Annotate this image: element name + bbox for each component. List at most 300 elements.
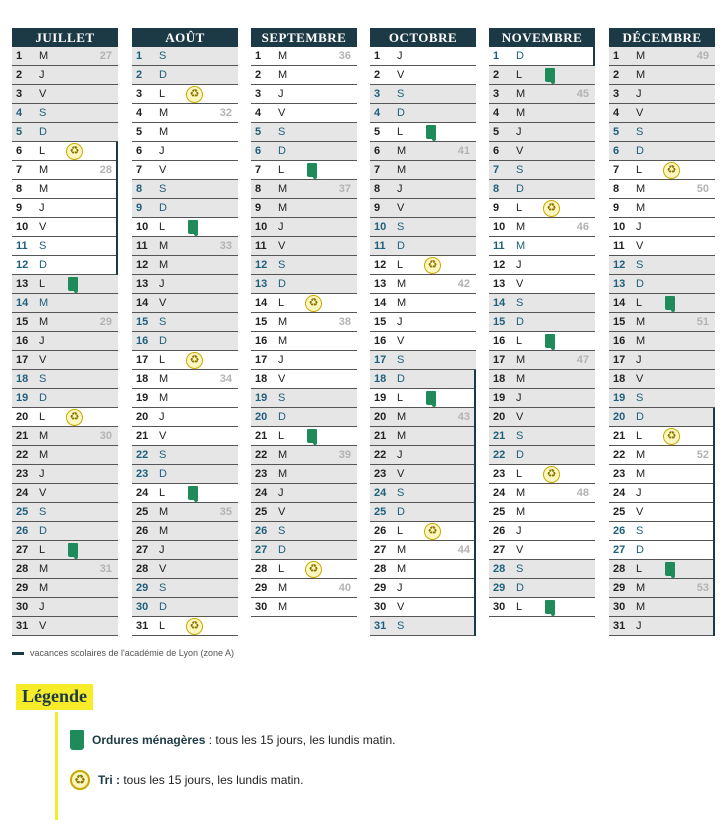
day-letter: L <box>397 259 404 271</box>
day-number: 4 <box>493 107 500 119</box>
day-letter: M <box>39 582 49 594</box>
day-number: 21 <box>613 430 626 442</box>
day-letter: M <box>636 50 646 62</box>
day-number: 13 <box>255 278 268 290</box>
vacation-marker <box>713 446 715 465</box>
legend-title: Légende <box>16 684 93 710</box>
day-number: 7 <box>136 164 143 176</box>
day-letter: D <box>636 145 644 157</box>
day-row <box>370 218 476 237</box>
day-letter: S <box>516 430 524 442</box>
day-row <box>132 180 238 199</box>
day-row <box>251 237 357 256</box>
day-number: 28 <box>136 563 149 575</box>
day-row <box>370 484 476 503</box>
day-number: 28 <box>255 563 268 575</box>
day-number: 26 <box>374 525 387 537</box>
day-row <box>609 522 715 541</box>
day-row <box>132 560 238 579</box>
day-row <box>12 199 118 218</box>
day-row <box>251 218 357 237</box>
green-bin-icon <box>70 730 84 750</box>
day-row <box>370 142 476 161</box>
day-letter: M <box>278 202 288 214</box>
day-letter: J <box>516 259 522 271</box>
day-letter: J <box>397 449 403 461</box>
day-number: 19 <box>255 392 268 404</box>
day-number: 15 <box>374 316 387 328</box>
day-number: 7 <box>374 164 381 176</box>
day-letter: V <box>39 88 47 100</box>
day-number: 23 <box>136 468 149 480</box>
day-row <box>489 275 595 294</box>
day-letter: S <box>159 449 167 461</box>
day-letter: J <box>516 126 522 138</box>
day-number: 12 <box>136 259 149 271</box>
week-number: 36 <box>338 50 351 62</box>
day-number: 30 <box>136 601 149 613</box>
day-letter: V <box>636 107 644 119</box>
day-row <box>132 85 238 104</box>
week-number: 51 <box>696 316 709 328</box>
day-letter: S <box>278 259 286 271</box>
day-number: 21 <box>136 430 149 442</box>
day-number: 9 <box>255 202 262 214</box>
day-row <box>609 389 715 408</box>
day-row <box>370 370 476 389</box>
day-number: 10 <box>374 221 387 233</box>
recycling-tri-icon: ♻ <box>543 200 560 217</box>
day-letter: M <box>516 88 526 100</box>
month-column-0 <box>12 28 118 636</box>
day-row <box>609 332 715 351</box>
week-number: 45 <box>576 88 589 100</box>
day-row <box>489 199 595 218</box>
day-row <box>132 142 238 161</box>
day-letter: J <box>159 278 165 290</box>
day-row <box>609 161 715 180</box>
day-row <box>132 161 238 180</box>
day-row <box>370 161 476 180</box>
day-row <box>489 484 595 503</box>
day-row <box>251 256 357 275</box>
day-number: 17 <box>493 354 506 366</box>
day-number: 5 <box>374 126 381 138</box>
day-row <box>370 446 476 465</box>
day-letter: V <box>516 411 524 423</box>
week-number: 31 <box>99 563 112 575</box>
day-row <box>370 389 476 408</box>
day-number: 3 <box>136 88 143 100</box>
day-row <box>609 66 715 85</box>
day-number: 26 <box>136 525 149 537</box>
day-letter: M <box>516 354 526 366</box>
day-number: 27 <box>255 544 268 556</box>
day-number: 17 <box>255 354 268 366</box>
day-number: 18 <box>374 373 387 385</box>
day-number: 2 <box>136 69 143 81</box>
day-letter: M <box>39 50 49 62</box>
vacation-marker <box>713 541 715 560</box>
day-letter: L <box>278 430 285 442</box>
calendar-grid <box>12 28 720 640</box>
day-number: 11 <box>255 240 267 252</box>
vacation-marker <box>116 180 118 199</box>
day-row <box>132 522 238 541</box>
day-number: 15 <box>16 316 29 328</box>
day-number: 17 <box>613 354 626 366</box>
day-number: 27 <box>613 544 626 556</box>
day-row <box>489 446 595 465</box>
day-row <box>12 313 118 332</box>
day-number: 13 <box>374 278 387 290</box>
day-row <box>12 522 118 541</box>
day-letter: M <box>39 316 49 328</box>
day-letter: J <box>278 354 284 366</box>
vacation-marker <box>713 579 715 598</box>
day-row <box>609 617 715 636</box>
day-letter: M <box>159 392 169 404</box>
week-number: 44 <box>457 544 470 556</box>
day-number: 13 <box>16 278 29 290</box>
day-letter: M <box>159 525 169 537</box>
day-row <box>489 503 595 522</box>
day-row <box>132 218 238 237</box>
day-number: 25 <box>136 506 149 518</box>
day-letter: S <box>636 259 644 271</box>
vacation-marker <box>474 389 476 408</box>
vacation-marker <box>116 218 118 237</box>
day-number: 26 <box>493 525 506 537</box>
legend-item-tri <box>70 770 303 790</box>
day-row <box>370 180 476 199</box>
vacation-marker <box>713 465 715 484</box>
day-row <box>12 503 118 522</box>
month-header: OCTOBRE <box>370 28 476 47</box>
day-row <box>12 351 118 370</box>
day-letter: V <box>397 601 405 613</box>
day-number: 21 <box>255 430 268 442</box>
green-bin-icon <box>665 296 675 310</box>
day-number: 8 <box>613 183 620 195</box>
day-number: 9 <box>136 202 143 214</box>
day-row <box>12 579 118 598</box>
day-row <box>609 484 715 503</box>
day-letter: J <box>636 487 642 499</box>
day-row <box>251 522 357 541</box>
day-number: 6 <box>613 145 620 157</box>
recycling-tri-icon: ♻ <box>424 257 441 274</box>
day-letter: D <box>278 278 286 290</box>
day-row <box>609 199 715 218</box>
recycling-tri-icon: ♻ <box>305 295 322 312</box>
day-letter: V <box>39 354 47 366</box>
day-letter: L <box>159 620 166 632</box>
day-letter: V <box>159 563 167 575</box>
vacation-marker <box>713 408 715 427</box>
day-number: 22 <box>613 449 626 461</box>
day-number: 5 <box>255 126 262 138</box>
green-bin-icon <box>545 334 555 348</box>
footnote-text: vacances scolaires de l'académie de Lyon (zone A) <box>30 648 234 658</box>
day-number: 3 <box>613 88 620 100</box>
day-row <box>251 275 357 294</box>
day-letter: D <box>397 107 405 119</box>
day-row <box>609 465 715 484</box>
day-row <box>609 560 715 579</box>
day-number: 23 <box>16 468 29 480</box>
day-number: 12 <box>255 259 268 271</box>
month-header: SEPTEMBRE <box>251 28 357 47</box>
day-number: 18 <box>613 373 626 385</box>
day-row <box>12 161 118 180</box>
day-number: 27 <box>374 544 387 556</box>
day-letter: V <box>278 107 286 119</box>
day-row <box>609 294 715 313</box>
day-letter: L <box>636 430 643 442</box>
day-letter: D <box>636 411 644 423</box>
day-number: 1 <box>493 50 500 62</box>
day-row <box>251 180 357 199</box>
day-number: 9 <box>493 202 500 214</box>
day-number: 18 <box>493 373 506 385</box>
day-letter: L <box>397 126 404 138</box>
week-number: 48 <box>576 487 589 499</box>
week-number: 38 <box>338 316 351 328</box>
day-letter: M <box>159 506 169 518</box>
day-row <box>609 85 715 104</box>
day-row <box>251 465 357 484</box>
vacation-marker <box>474 484 476 503</box>
vacation-marker <box>474 617 476 636</box>
week-number: 47 <box>576 354 589 366</box>
day-letter: M <box>516 487 526 499</box>
day-letter: M <box>159 126 169 138</box>
day-row <box>609 142 715 161</box>
day-row <box>609 598 715 617</box>
day-row <box>609 218 715 237</box>
vacation-marker <box>474 408 476 427</box>
day-row <box>489 560 595 579</box>
day-number: 24 <box>16 487 29 499</box>
day-row <box>251 408 357 427</box>
week-number: 39 <box>338 449 351 461</box>
day-number: 21 <box>493 430 506 442</box>
day-number: 15 <box>136 316 149 328</box>
day-number: 22 <box>16 449 29 461</box>
day-number: 24 <box>374 487 387 499</box>
day-row <box>370 560 476 579</box>
day-row <box>132 484 238 503</box>
day-row <box>132 389 238 408</box>
day-letter: S <box>397 354 405 366</box>
day-row <box>12 275 118 294</box>
day-row <box>251 389 357 408</box>
week-number: 50 <box>696 183 709 195</box>
day-letter: M <box>159 373 169 385</box>
day-row <box>132 446 238 465</box>
day-letter: J <box>397 183 403 195</box>
day-letter: S <box>278 525 286 537</box>
day-letter: S <box>159 183 167 195</box>
day-row <box>251 503 357 522</box>
day-letter: J <box>397 316 403 328</box>
day-letter: J <box>636 221 642 233</box>
day-letter: M <box>397 563 407 575</box>
day-number: 18 <box>136 373 149 385</box>
week-number: 30 <box>99 430 112 442</box>
day-row <box>132 123 238 142</box>
day-number: 10 <box>16 221 29 233</box>
day-number: 30 <box>255 601 268 613</box>
day-letter: V <box>39 487 47 499</box>
day-row <box>609 313 715 332</box>
day-letter: M <box>278 69 288 81</box>
day-row <box>489 123 595 142</box>
day-row <box>609 351 715 370</box>
day-letter: V <box>159 297 167 309</box>
day-letter: D <box>159 601 167 613</box>
day-row <box>132 408 238 427</box>
day-number: 30 <box>16 601 29 613</box>
day-number: 11 <box>16 240 28 252</box>
legend-bin-label: Ordures ménagères <box>92 733 206 747</box>
day-letter: V <box>159 164 167 176</box>
day-number: 7 <box>493 164 500 176</box>
day-letter: V <box>39 221 47 233</box>
day-letter: L <box>159 487 166 499</box>
day-letter: M <box>397 297 407 309</box>
day-letter: J <box>397 582 403 594</box>
day-letter: D <box>278 411 286 423</box>
day-letter: D <box>516 50 524 62</box>
day-letter: S <box>39 373 47 385</box>
day-letter: M <box>636 69 646 81</box>
day-number: 8 <box>255 183 262 195</box>
day-row <box>609 104 715 123</box>
day-letter: L <box>278 164 285 176</box>
green-bin-icon <box>68 543 78 557</box>
day-row <box>489 541 595 560</box>
day-number: 22 <box>493 449 506 461</box>
day-number: 29 <box>16 582 29 594</box>
day-row <box>609 180 715 199</box>
day-number: 12 <box>16 259 29 271</box>
day-row <box>489 579 595 598</box>
day-row <box>370 351 476 370</box>
day-number: 16 <box>613 335 626 347</box>
day-number: 14 <box>374 297 387 309</box>
day-row <box>251 579 357 598</box>
day-letter: M <box>39 183 49 195</box>
day-row <box>251 313 357 332</box>
day-letter: M <box>278 449 288 461</box>
day-row <box>251 199 357 218</box>
day-row <box>489 256 595 275</box>
day-number: 15 <box>613 316 626 328</box>
vacation-marker <box>713 598 715 617</box>
day-row <box>132 104 238 123</box>
vacation-marker <box>474 465 476 484</box>
day-letter: D <box>39 259 47 271</box>
day-number: 16 <box>16 335 29 347</box>
recycling-tri-icon: ♻ <box>663 428 680 445</box>
day-number: 26 <box>16 525 29 537</box>
day-letter: J <box>39 202 45 214</box>
day-number: 16 <box>255 335 268 347</box>
day-row <box>370 332 476 351</box>
day-letter: J <box>39 335 45 347</box>
day-row <box>489 161 595 180</box>
day-letter: V <box>278 373 286 385</box>
recycling-tri-icon: ♻ <box>66 409 83 426</box>
day-number: 18 <box>255 373 268 385</box>
day-row <box>12 218 118 237</box>
month-column-3 <box>370 28 476 636</box>
day-number: 16 <box>374 335 387 347</box>
recycling-tri-icon: ♻ <box>424 523 441 540</box>
month-column-1 <box>132 28 238 636</box>
week-number: 28 <box>99 164 112 176</box>
day-number: 5 <box>613 126 620 138</box>
week-number: 41 <box>457 145 470 157</box>
day-number: 26 <box>255 525 268 537</box>
recycling-tri-icon: ♻ <box>663 162 680 179</box>
day-row <box>489 104 595 123</box>
day-letter: M <box>636 601 646 613</box>
day-row <box>132 256 238 275</box>
day-number: 18 <box>16 373 29 385</box>
day-letter: M <box>278 468 288 480</box>
day-letter: J <box>39 69 45 81</box>
day-row <box>132 199 238 218</box>
legend-bin-text <box>92 733 395 747</box>
day-number: 4 <box>255 107 262 119</box>
day-letter: L <box>636 164 643 176</box>
day-letter: S <box>516 563 524 575</box>
legend-bar <box>55 712 58 820</box>
vacation-marker <box>116 256 118 275</box>
week-number: 29 <box>99 316 112 328</box>
day-letter: V <box>636 373 644 385</box>
day-number: 20 <box>136 411 149 423</box>
day-letter: V <box>159 430 167 442</box>
day-letter: D <box>159 202 167 214</box>
day-number: 12 <box>613 259 626 271</box>
day-row <box>489 598 595 617</box>
day-number: 4 <box>136 107 143 119</box>
day-letter: J <box>39 468 45 480</box>
vacation-footnote <box>12 648 234 658</box>
day-number: 20 <box>16 411 29 423</box>
day-number: 2 <box>374 69 381 81</box>
day-number: 16 <box>136 335 149 347</box>
day-number: 7 <box>16 164 23 176</box>
day-number: 30 <box>374 601 387 613</box>
day-row <box>370 617 476 636</box>
day-row <box>251 85 357 104</box>
day-row <box>12 560 118 579</box>
day-letter: L <box>636 563 643 575</box>
day-letter: V <box>397 202 405 214</box>
day-number: 12 <box>493 259 506 271</box>
day-row <box>12 617 118 636</box>
day-letter: M <box>278 601 288 613</box>
day-row <box>489 218 595 237</box>
day-letter: D <box>159 335 167 347</box>
day-number: 25 <box>16 506 29 518</box>
week-number: 37 <box>338 183 351 195</box>
